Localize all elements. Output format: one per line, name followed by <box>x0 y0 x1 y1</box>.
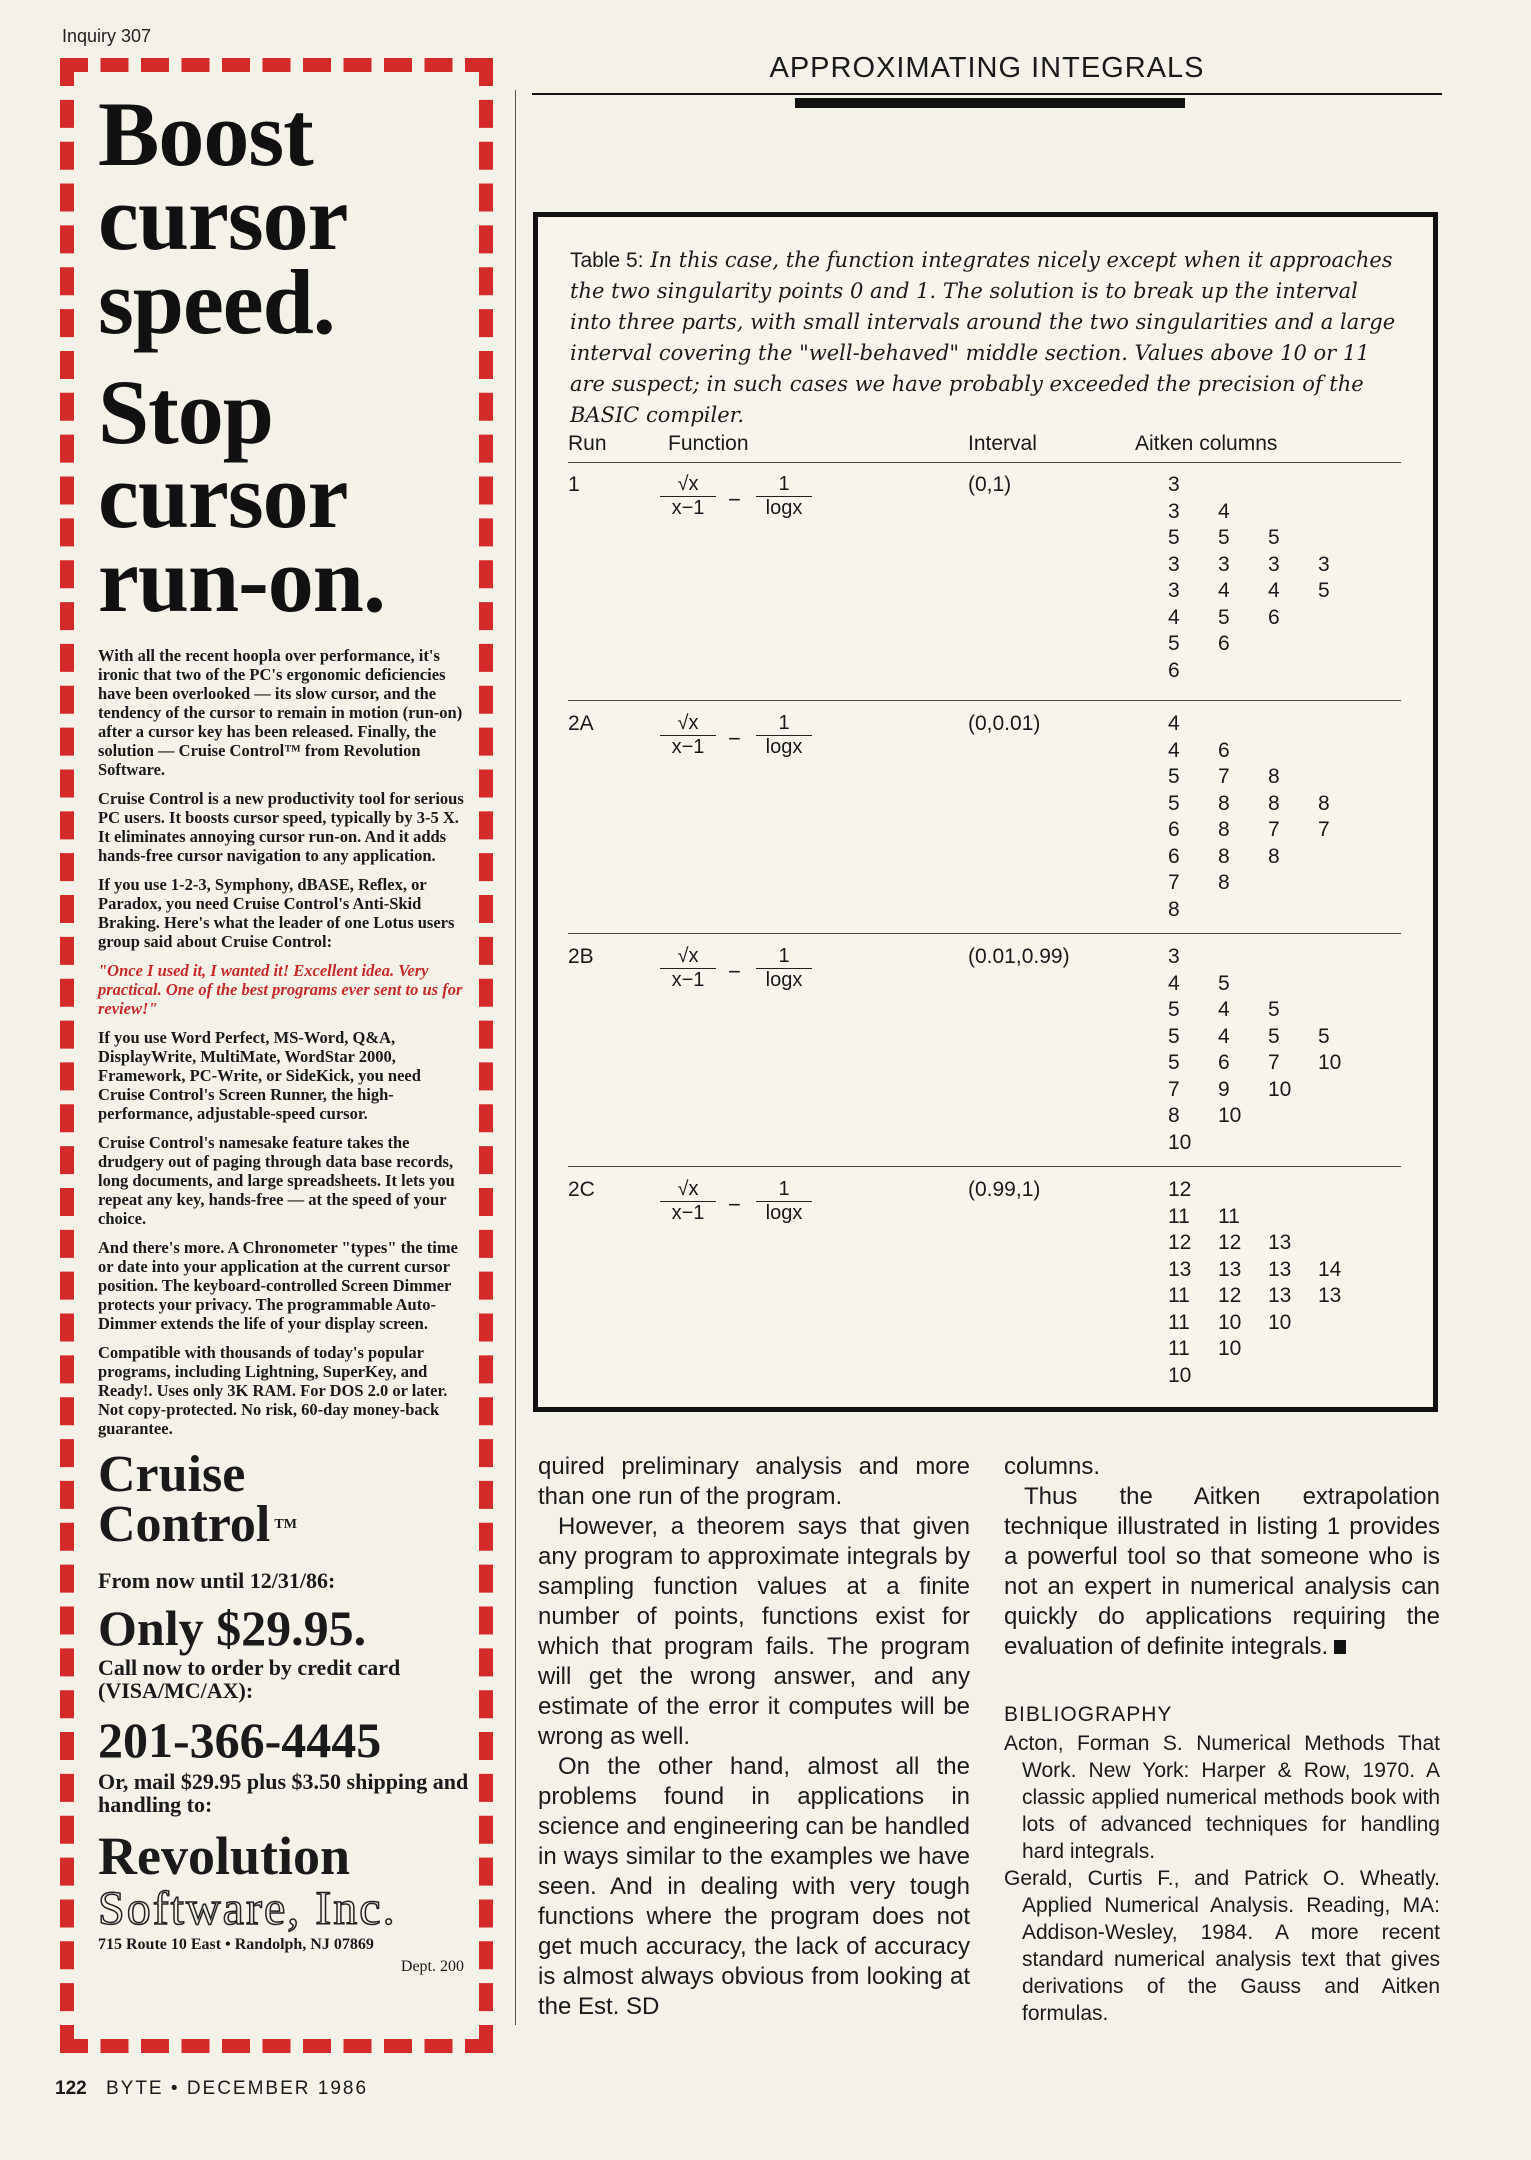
fraction-denominator: x−1 <box>671 1202 705 1224</box>
minus-sign: − <box>728 1192 741 1217</box>
aitken-value: 5 <box>1318 579 1330 602</box>
fraction-numerator: 1 <box>778 1178 790 1200</box>
fraction-denominator: logx <box>765 1202 803 1224</box>
trademark: TM <box>274 1517 297 1532</box>
aitken-value: 5 <box>1168 526 1180 549</box>
fraction-denominator: logx <box>765 736 803 758</box>
aitken-value: 5 <box>1168 765 1180 788</box>
fraction-denominator: logx <box>765 969 803 991</box>
run-label: 2C <box>568 1178 595 1201</box>
fraction-numerator: √x <box>677 712 699 734</box>
aitken-value: 5 <box>1168 1024 1180 1048</box>
fraction-denominator: x−1 <box>671 969 705 991</box>
aitken-value: 3 <box>1168 945 1180 968</box>
column-header-interval: Interval <box>968 432 1037 455</box>
aitken-value: 7 <box>1218 765 1230 788</box>
aitken-value: 10 <box>1318 1051 1342 1074</box>
aitken-value: 3 <box>1168 473 1180 496</box>
interval: (0,0.01) <box>968 712 1041 735</box>
aitken-value: 8 <box>1268 844 1280 868</box>
order-call-text: Call now to order by credit card (VISA/MC/AX): <box>98 1655 401 1703</box>
run-label: 2B <box>568 945 594 968</box>
column-divider <box>515 90 516 2025</box>
aitken-value: 5 <box>1218 526 1230 549</box>
aitken-value: 4 <box>1168 605 1180 629</box>
fraction-numerator: 1 <box>778 945 790 967</box>
aitken-value: 11 <box>1168 1204 1190 1228</box>
row-divider <box>568 933 1401 934</box>
ad-headline-line: speed. <box>98 251 335 353</box>
column-header-aitken: Aitken columns <box>1135 432 1278 455</box>
function-fraction-log <box>756 473 812 520</box>
fraction-denominator: x−1 <box>671 497 705 519</box>
column-header-run: Run <box>568 432 607 455</box>
aitken-value: 12 <box>1168 1178 1192 1201</box>
function-fraction-sqrt <box>660 1178 716 1225</box>
bibliography-title: BIBLIOGRAPHY <box>1004 1703 1173 1726</box>
title-rule <box>532 93 1442 95</box>
fraction-denominator: x−1 <box>671 736 705 758</box>
aitken-value: 7 <box>1168 1077 1180 1101</box>
aitken-value: 5 <box>1218 605 1230 629</box>
aitken-value: 13 <box>1268 1231 1292 1254</box>
department-code: Dept. 200 <box>400 1958 464 1975</box>
aitken-value: 4 <box>1268 579 1280 602</box>
minus-sign: − <box>728 959 741 984</box>
interval: (0,1) <box>968 473 1012 496</box>
aitken-value: 7 <box>1318 818 1330 841</box>
aitken-value: 6 <box>1168 818 1180 841</box>
aitken-value: 7 <box>1168 871 1180 894</box>
fraction-numerator: √x <box>677 945 699 967</box>
column-header-function: Function <box>668 432 749 455</box>
row-divider <box>568 700 1401 701</box>
interval: (0.99,1) <box>968 1178 1041 1201</box>
product-name-line: Cruise <box>98 1446 246 1503</box>
ad-headline-line: cursor <box>98 167 348 269</box>
publication-info: BYTE • DECEMBER 1986 <box>105 2078 369 2099</box>
aitken-value: 8 <box>1218 844 1230 868</box>
aitken-value: 4 <box>1218 499 1230 523</box>
aitken-value: 13 <box>1218 1257 1242 1281</box>
ad-headline-line: Stop <box>98 361 273 463</box>
product-name-line: Control <box>98 1496 271 1553</box>
bibliography <box>1004 1730 1440 2027</box>
aitken-value: 12 <box>1168 1231 1192 1254</box>
ad-paragraph: And there's more. A Chronometer "types" the time or date into your application at the current cursor position. The keyboard-controlled Screen Dimmer protects your privacy. The programmable Auto-Dimmer extends the life of your display screen. <box>98 1238 458 1333</box>
aitken-value: 3 <box>1168 552 1180 576</box>
ad-paragraph: If you use 1-2-3, Symphony, dBASE, Reflex, or Paradox, you need Cruise Control's Anti-Skid Braking. Here's what the leader of one Lotus users group said about Cruise Control: <box>98 875 455 951</box>
ad-headline-line: Boost <box>98 83 313 185</box>
aitken-value: 3 <box>1268 552 1280 576</box>
ad-paragraph: Cruise Control is a new productivity tool for serious PC users. It boosts cursor speed, typically by 3-5 X. It eliminates annoying cursor run-on. And it adds hands-free cursor navigation to any application. <box>98 789 464 865</box>
aitken-value: 5 <box>1168 998 1180 1021</box>
aitken-value: 6 <box>1168 844 1180 868</box>
function-fraction-log <box>756 945 812 992</box>
function-fraction-log <box>756 1178 812 1225</box>
minus-sign: − <box>728 487 741 512</box>
fraction-numerator: √x <box>677 473 699 495</box>
minus-sign: − <box>728 726 741 751</box>
aitken-value: 7 <box>1268 818 1280 841</box>
fraction-denominator: logx <box>765 497 803 519</box>
aitken-value: 4 <box>1168 971 1180 995</box>
aitken-value: 5 <box>1268 526 1280 549</box>
aitken-value: 6 <box>1218 738 1230 762</box>
aitken-value: 3 <box>1168 499 1180 523</box>
aitken-value: 12 <box>1218 1231 1242 1254</box>
article-paragraph: On the other hand, almost all the problems found in applications in science and engineering can be handled in ways similar to the examples we have seen. And in dealing with very tough functions where the program does not get much accuracy, the lack of accuracy is almost always obvious from looking at the Est. SD <box>538 1753 970 2020</box>
aitken-value: 5 <box>1168 632 1180 655</box>
article-paragraph <box>1004 1482 1440 1662</box>
fraction-numerator: 1 <box>778 473 790 495</box>
ad-paragraph: If you use Word Perfect, MS-Word, Q&A, DisplayWrite, MultiMate, WordStar 2000, Framework, PC-Write, or SideKick, you need Cruise Control's Screen Runner, the high-performance, adjustable-speed cursor. <box>98 1028 421 1123</box>
ad-headline-line: run-on. <box>98 529 385 631</box>
page-footer <box>55 2078 368 2100</box>
article-paragraph: columns. <box>1004 1453 1101 1480</box>
article-column-1 <box>538 1452 970 2022</box>
aitken-value: 11 <box>1168 1310 1190 1334</box>
aitken-value: 6 <box>1168 658 1180 682</box>
aitken-value: 13 <box>1318 1284 1342 1307</box>
aitken-value: 5 <box>1218 971 1230 995</box>
fraction-numerator: 1 <box>778 712 790 734</box>
article-paragraph-text: Thus the Aitken extrapolation technique illustrated in listing 1 provides a powerful tool so that someone who is not an expert in numerical analysis can quickly do applications requiring the evaluation of definite integrals. <box>1004 1483 1440 1660</box>
aitken-value: 4 <box>1218 998 1230 1021</box>
run-label: 1 <box>568 473 580 496</box>
aitken-value: 8 <box>1218 791 1230 815</box>
end-of-article-mark <box>1334 1640 1346 1654</box>
aitken-value: 5 <box>1268 1024 1280 1048</box>
table-label: Table 5: <box>570 249 644 272</box>
function-fraction-sqrt <box>660 712 716 759</box>
page-number: 122 <box>55 2078 87 2099</box>
price: Only $29.95. <box>98 1600 367 1656</box>
ad-testimonial: "Once I used it, I wanted it! Excellent idea. Very practical. One of the best programs ever sent to us for review!" <box>98 961 463 1018</box>
header-rule <box>568 462 1401 463</box>
inquiry-number: Inquiry 307 <box>62 26 152 46</box>
aitken-value: 13 <box>1168 1257 1192 1281</box>
aitken-value: 3 <box>1218 552 1230 576</box>
interval: (0.01,0.99) <box>968 945 1070 968</box>
aitken-value: 10 <box>1168 1363 1192 1387</box>
aitken-value: 3 <box>1168 579 1180 602</box>
ad-paragraph: Compatible with thousands of today's popular programs, including Lightning, SuperKey, and Ready!. Uses only 3K RAM. For DOS 2.0 or later. Not copy-protected. No risk, 60-day money-back guarantee. <box>98 1343 448 1438</box>
aitken-value: 13 <box>1268 1257 1292 1281</box>
function-fraction-log <box>756 712 812 759</box>
company-name: Revolution <box>98 1826 351 1886</box>
advertisement <box>98 83 470 1976</box>
aitken-value: 8 <box>1168 1104 1180 1127</box>
aitken-value: 10 <box>1268 1310 1292 1334</box>
aitken-value: 11 <box>1168 1337 1190 1360</box>
aitken-value: 14 <box>1318 1257 1342 1281</box>
function-fraction-sqrt <box>660 945 716 992</box>
aitken-value: 11 <box>1218 1204 1240 1228</box>
aitken-value: 8 <box>1168 897 1180 921</box>
function-fraction-sqrt <box>660 473 716 520</box>
aitken-value: 6 <box>1218 632 1230 655</box>
aitken-value: 5 <box>1268 998 1280 1021</box>
aitken-value: 8 <box>1318 791 1330 815</box>
table-caption <box>570 245 1400 431</box>
article-paragraph: quired preliminary analysis and more than one run of the program. <box>538 1453 970 1510</box>
aitken-value: 5 <box>1168 791 1180 815</box>
aitken-value: 10 <box>1218 1310 1242 1334</box>
article-column-2 <box>1004 1452 1440 2027</box>
aitken-value: 8 <box>1218 818 1230 841</box>
aitken-value: 9 <box>1218 1077 1230 1101</box>
aitken-value: 6 <box>1268 605 1280 629</box>
bibliography-entry: Gerald, Curtis F., and Patrick O. Wheatly. Applied Numerical Analysis. Reading, MA: Addison-Wesley, 1984. A more recent standard numerical analysis text that gives derivations of the Gauss and Aitken formulas. <box>1004 1867 1440 2025</box>
mail-order-text: Or, mail $29.95 plus $3.50 shipping and handling to: <box>98 1769 469 1817</box>
ad-paragraph: Cruise Control's namesake feature takes the drudgery out of paging through data base records, long documents, and large spreadsheets. It lets you repeat any key, hands-free — at the speed of your choice. <box>98 1133 455 1228</box>
aitken-value: 4 <box>1168 712 1180 735</box>
run-label: 2A <box>568 712 594 735</box>
title-bar <box>795 98 1185 108</box>
aitken-value: 4 <box>1218 579 1230 602</box>
aitken-value: 13 <box>1268 1284 1292 1307</box>
article-paragraph: However, a theorem says that given any program to approximate integrals by sampling function values at a finite number of points, functions exist for which that program fails. The program will get the wrong answer, and any estimate of the error it computes will be wrong as well. <box>538 1513 970 1750</box>
fraction-numerator: √x <box>677 1178 699 1200</box>
aitken-value: 8 <box>1218 871 1230 894</box>
product-name <box>98 1446 470 1553</box>
offer-dates: From now until 12/31/86: <box>98 1568 336 1593</box>
aitken-value: 7 <box>1268 1051 1280 1074</box>
table-caption-text: In this case, the function integrates nicely except when it approaches the two singularity points 0 and 1. The solution is to break up the interval into three parts, with small intervals around the two singularities and a large interval covering the "well-behaved" middle section. Values above 10 or 11 are suspect; in such cases we have probably exceeded the precision of the BASIC compiler. <box>570 248 1396 427</box>
bibliography-entry: Acton, Forman S. Numerical Methods That Work. New York: Harper & Row, 1970. A classic applied numerical methods book with lots of advanced techniques for handling hard integrals. <box>1004 1732 1440 1863</box>
section-title: APPROXIMATING INTEGRALS <box>769 52 1205 84</box>
aitken-value: 8 <box>1268 791 1280 815</box>
ad-body <box>98 646 470 1438</box>
aitken-value: 10 <box>1218 1337 1242 1360</box>
aitken-value: 5 <box>1318 1024 1330 1048</box>
aitken-value: 6 <box>1218 1051 1230 1074</box>
company-logo-text: Software, Inc. <box>98 1882 397 1935</box>
aitken-value: 5 <box>1168 1051 1180 1074</box>
aitken-value: 4 <box>1218 1024 1230 1048</box>
ad-paragraph: With all the recent hoopla over performance, it's ironic that two of the PC's ergonomic deficiencies have been overlooked — its slow cursor, and the tendency of the cursor to remain in motion (run-on) after a cursor key has been released. Finally, the solution — Cruise Control™ from Revolution Software. <box>98 646 463 779</box>
aitken-value: 8 <box>1268 765 1280 788</box>
ad-headline <box>98 83 470 631</box>
phone-number: 201-366-4445 <box>98 1712 382 1768</box>
aitken-value: 11 <box>1168 1284 1190 1307</box>
aitken-value: 4 <box>1168 738 1180 762</box>
aitken-value: 3 <box>1318 552 1330 576</box>
row-divider <box>568 1166 1401 1167</box>
aitken-value: 10 <box>1218 1104 1242 1127</box>
company-address: 715 Route 10 East • Randolph, NJ 07869 <box>98 1936 374 1953</box>
aitken-value: 10 <box>1268 1077 1292 1101</box>
ad-headline-line: cursor <box>98 445 348 547</box>
aitken-value: 10 <box>1168 1130 1192 1154</box>
aitken-value: 12 <box>1218 1284 1242 1307</box>
